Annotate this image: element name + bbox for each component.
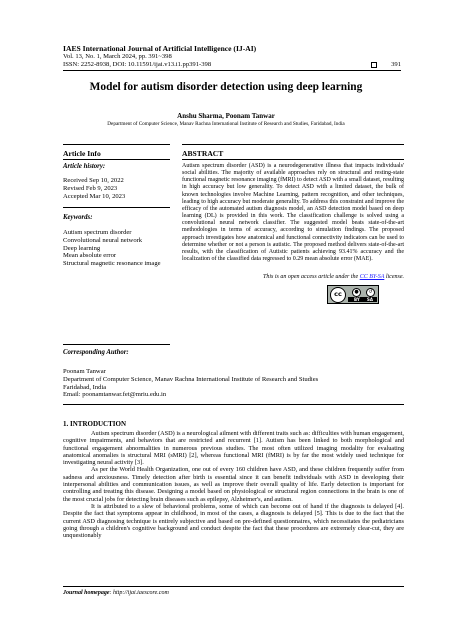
open-access-note: [182, 274, 404, 281]
paper-title: Model for autism disorder detection using deep learning: [89, 81, 363, 93]
footer-rule: [63, 586, 404, 587]
issn-doi: ISSN: 2252-8938, DOI: 10.11591/ijai.v13.i1.pp391-398: [63, 61, 212, 68]
oa-suffix: license.: [385, 274, 404, 280]
volume-line: Vol. 13, No. 1, March 2024, pp. 391~398: [63, 53, 172, 60]
journal-homepage: [63, 590, 169, 597]
abstract-heading: ABSTRACT: [182, 149, 224, 158]
keywords-heading: Keywords:: [63, 214, 93, 221]
corresponding-top-rule: [63, 344, 170, 345]
oa-prefix: This is an open access article under the: [263, 274, 359, 280]
homepage-url[interactable]: : http://ijai.iaescore.com: [109, 590, 169, 596]
cc-sa-label: SA: [367, 297, 373, 302]
corresponding-dept: Department of Computer Science, Manav Rachna International Institute of Research and Studies: [63, 375, 319, 383]
introduction-body: [63, 430, 404, 539]
revised-date: Revised Feb 9, 2023: [63, 184, 118, 192]
keyword: Structural magnetic resonance image: [63, 260, 161, 268]
corresponding-author: [63, 368, 404, 399]
corresponding-name: Poonam Tanwar: [63, 368, 106, 375]
page-number: 391: [391, 61, 401, 68]
introduction-heading: 1. INTRODUCTION: [63, 420, 127, 428]
article-info-heading: Article Info: [63, 149, 101, 158]
keywords-list: [63, 229, 173, 268]
author-affiliation: Department of Computer Science, Manav Rachna International Institute of Research and Studies, Faridabad, India: [107, 121, 345, 127]
abstract-text: Autism spectrum disorder (ASD) is a neurodegenerative illness that impacts individuals' social abilities. The majority of available approaches rely on structural and resting-state functional magnetic resonance imaging (fMRI) to detect ASD with a small dataset, resulting in high accuracy but low generality. To detect ASD with a limited dataset, the bulk of known technologies involve Machine Learning, pattern recognition, and other techniques, leading to high accuracy but moderate generality. To address this constraint and improve the efficacy of the automated autism diagnosis model, an ASD detection model based on deep learning (DL) is provided in this work. The classification challenge is solved using a convolutional neural network classifier. The suggested model beats state-of-the-art methodologies in terms of accuracy, according to simulation findings. The proposed approach investigates how anatomical and functional connectivity indicators can be used to determine whether or not a person is autistic. The proposed method delivers state-of-the-art results, with the classification of Autistic patients achieving 93.41% accuracy and the localization of the classified data regressed to 0.29 mean absolute error (MAE).: [182, 163, 404, 263]
history-rule: [63, 207, 170, 208]
keyword: Deep learning: [63, 244, 101, 252]
cc-logo-icon: cc: [330, 287, 346, 303]
cc-by-sa-badge[interactable]: [327, 285, 379, 304]
intro-paragraph: It is attributed to a slew of behavioral problems, some of which can become out of hand if the diagnosis is delayed [4]. Despite the fact that symptoms appear in childhood, in most of the cases, a diagnosis is delayed [5]. This is due to the fact that the current ASD diagnosing technique is entirely subjective and based on pre-defined questionnaires, which necessitates the pediatricians going through a children's cognitive background and conduct despite the fact that these procedures are extremely clear-cut, they are unquestionably: [63, 502, 404, 540]
homepage-label: Journal homepage: [63, 590, 110, 596]
corresponding-city: Faridabad, India: [63, 383, 107, 391]
accepted-date: Accepted Mar 10, 2023: [63, 192, 126, 200]
corresponding-bottom-rule: [63, 404, 404, 405]
keyword: Convolutional neural network: [63, 236, 143, 244]
abstract-bottom-rule: [182, 159, 404, 160]
cc-label-strip: [348, 297, 377, 302]
cc-by-label: BY: [354, 297, 360, 302]
attribution-person-icon: ●: [352, 288, 361, 297]
keyword: Mean absolute error: [63, 252, 117, 260]
article-info-bottom-rule: [63, 159, 170, 160]
article-info-top-rule: [63, 144, 170, 145]
issn-row: [63, 61, 401, 71]
keyword: Autism spectrum disorder: [63, 229, 132, 236]
corresponding-email[interactable]: Email: poonamtanwar.fet@mriu.edu.in: [63, 391, 167, 399]
intro-paragraph: Autism spectrum disorder (ASD) is a neurological ailment with different traits such as: difficulties with human engagement, cognitive impairments, and behaviors that are restricted and recurrent [1]. Autism has been linked to both morphological and functional engagement abnormalities in numerous previous studies. The most often utilized imaging modality for evaluating anatomical anomalies is structural MRI (sMRI) [2], whereas functional MRI (fMRI) is by far the most widely used technique for investigating neural activity [3].: [63, 430, 404, 467]
history-heading: Article history:: [63, 163, 106, 170]
square-icon: [371, 62, 377, 68]
share-alike-icon: ↺: [366, 288, 375, 297]
received-date: Received Sep 10, 2022: [63, 177, 124, 184]
page-indicator: [371, 61, 401, 69]
journal-name: IAES International Journal of Artificial Intelligence (IJ-AI): [63, 44, 257, 53]
corresponding-heading: Corresponding Author:: [63, 349, 129, 356]
article-history: [63, 177, 173, 200]
license-link[interactable]: CC BY-SA: [359, 274, 385, 280]
abstract-top-rule: [182, 144, 404, 145]
intro-paragraph: As per the World Health Organization, one out of every 160 children have ASD, and these children frequently suffer from sadness and anxiousness. Timely detection after birth is essential since it can benefit individuals with ASD in developing their interpersonal abilities and communication issues, as well as improve their overall quality of life. Early detection is important for controlling and treating this disease. Designing a model based on physiological or structural region connections in the brain is one of the most crucial jobs for detecting brain diseases such as epilepsy, Alzheimer's, and autism.: [63, 466, 404, 503]
journal-header: [63, 44, 401, 71]
paper-authors: Anshu Sharma, Poonam Tanwar: [177, 112, 275, 120]
